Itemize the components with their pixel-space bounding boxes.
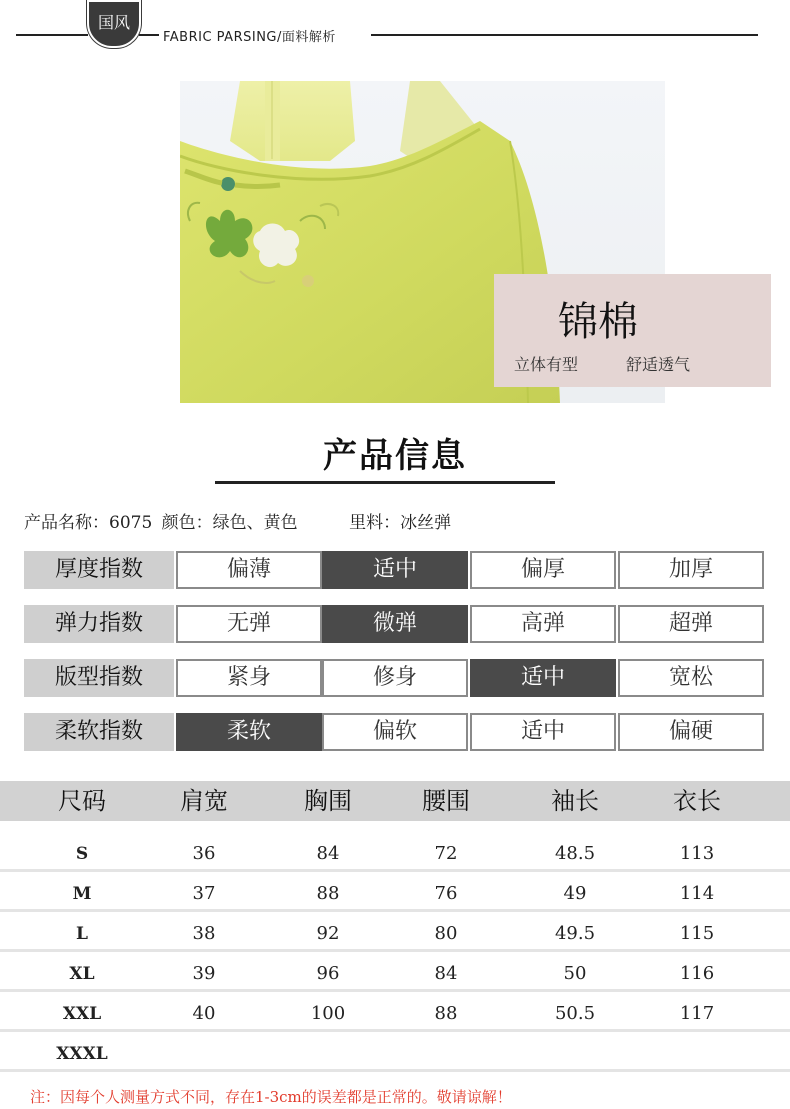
size-table-header-cell: 肩宽 bbox=[180, 787, 228, 815]
size-value: 92 bbox=[316, 923, 340, 944]
product-lining: 里料：冰丝弹 bbox=[349, 513, 452, 533]
size-value: 49 bbox=[563, 883, 587, 904]
header-line-left bbox=[16, 34, 88, 36]
index-label: 弹力指数 bbox=[24, 605, 174, 643]
size-label: M bbox=[72, 884, 92, 904]
product-name: 产品名称：6075 bbox=[24, 513, 153, 533]
size-value: 100 bbox=[310, 1003, 346, 1024]
product-color: 颜色：绿色、黄色 bbox=[161, 513, 298, 533]
index-option-selected: 适中 bbox=[322, 551, 468, 589]
size-value: 37 bbox=[192, 883, 216, 904]
size-table-header bbox=[0, 781, 790, 821]
index-row bbox=[24, 659, 762, 697]
table-row bbox=[0, 952, 790, 992]
size-label: S bbox=[75, 844, 89, 864]
index-option: 宽松 bbox=[618, 659, 764, 697]
section-title-underline bbox=[215, 481, 555, 484]
size-value: 48.5 bbox=[554, 843, 596, 864]
index-row bbox=[24, 713, 762, 751]
size-label: XXXL bbox=[56, 1044, 108, 1064]
size-value: 113 bbox=[679, 843, 715, 864]
table-row bbox=[0, 1032, 790, 1072]
size-value bbox=[144, 1032, 264, 1072]
index-option: 修身 bbox=[322, 659, 468, 697]
section-title: 产品信息 bbox=[323, 436, 467, 476]
fabric-name: 锦棉 bbox=[558, 299, 638, 345]
index-option: 无弹 bbox=[176, 605, 322, 643]
size-value: 115 bbox=[679, 923, 715, 944]
index-option: 偏厚 bbox=[470, 551, 616, 589]
size-label: XXL bbox=[62, 1004, 102, 1024]
size-value: 40 bbox=[192, 1003, 216, 1024]
size-value: 49.5 bbox=[554, 923, 596, 944]
index-label: 柔软指数 bbox=[24, 713, 174, 751]
size-value: 36 bbox=[192, 843, 216, 864]
size-value: 72 bbox=[434, 843, 458, 864]
size-value: 96 bbox=[316, 963, 340, 984]
index-option-selected: 微弹 bbox=[322, 605, 468, 643]
size-value: 84 bbox=[316, 843, 340, 864]
fabric-card bbox=[494, 274, 771, 387]
size-value: 50.5 bbox=[554, 1003, 596, 1024]
index-option: 偏薄 bbox=[176, 551, 322, 589]
header-line-right bbox=[371, 34, 758, 36]
row-divider bbox=[0, 1069, 790, 1072]
index-row bbox=[24, 605, 762, 643]
size-value: 114 bbox=[679, 883, 715, 904]
size-table-header-cell: 衣长 bbox=[673, 787, 721, 815]
size-value bbox=[515, 1032, 635, 1072]
size-label: L bbox=[76, 924, 88, 944]
index-option: 高弹 bbox=[470, 605, 616, 643]
product-info bbox=[24, 508, 455, 533]
index-option: 偏硬 bbox=[618, 713, 764, 751]
size-value: 84 bbox=[434, 963, 458, 984]
table-row bbox=[0, 912, 790, 952]
size-value: 50 bbox=[563, 963, 587, 984]
size-value: 76 bbox=[434, 883, 458, 904]
size-label: XL bbox=[69, 964, 95, 984]
table-row bbox=[0, 832, 790, 872]
size-value: 88 bbox=[316, 883, 340, 904]
index-label: 厚度指数 bbox=[24, 551, 174, 589]
index-label: 版型指数 bbox=[24, 659, 174, 697]
size-table-header-cell: 腰围 bbox=[422, 787, 470, 815]
measurement-note: 注：因每个人测量方式不同，存在1-3cm的误差都是正常的。敬请谅解！ bbox=[30, 1088, 512, 1106]
size-value bbox=[268, 1032, 388, 1072]
header-line-mid bbox=[139, 34, 159, 36]
index-row bbox=[24, 551, 762, 589]
index-option: 加厚 bbox=[618, 551, 764, 589]
table-row bbox=[0, 872, 790, 912]
size-table-header-cell: 尺码 bbox=[58, 787, 106, 815]
style-badge: 国风 bbox=[87, 0, 141, 48]
size-value: 117 bbox=[679, 1003, 715, 1024]
size-value: 38 bbox=[192, 923, 216, 944]
size-value: 116 bbox=[679, 963, 715, 984]
index-option: 适中 bbox=[470, 713, 616, 751]
size-value bbox=[386, 1032, 506, 1072]
index-option: 紧身 bbox=[176, 659, 322, 697]
fabric-feature: 立体有型 bbox=[514, 355, 579, 374]
header-title: FABRIC PARSING/面料解析 bbox=[163, 30, 336, 45]
size-value: 88 bbox=[434, 1003, 458, 1024]
index-option: 超弹 bbox=[618, 605, 764, 643]
index-option-selected: 适中 bbox=[470, 659, 616, 697]
fabric-feature: 舒适透气 bbox=[626, 355, 691, 374]
index-option: 偏软 bbox=[322, 713, 468, 751]
index-option-selected: 柔软 bbox=[176, 713, 322, 751]
table-row bbox=[0, 992, 790, 1032]
size-table-header-cell: 胸围 bbox=[304, 787, 352, 815]
size-value bbox=[637, 1032, 757, 1072]
size-value: 80 bbox=[434, 923, 458, 944]
size-value: 39 bbox=[192, 963, 216, 984]
size-table-header-cell: 袖长 bbox=[551, 787, 599, 815]
